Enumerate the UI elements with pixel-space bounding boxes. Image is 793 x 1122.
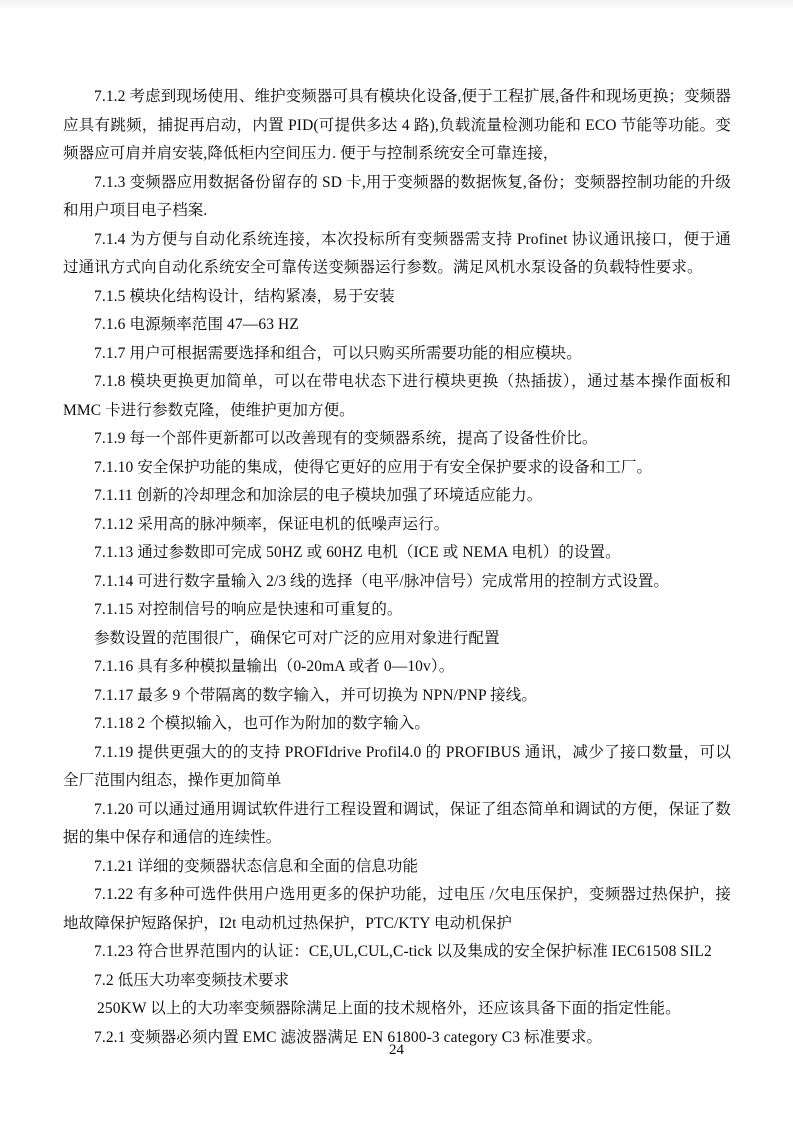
paragraph-7-1-18: 7.1.18 2 个模拟输入，也可作为附加的数字输入。 — [94, 715, 430, 732]
document-body — [63, 83, 731, 1052]
paragraph-7-2-1: 7.2.1 变频器必须内置 EMC 滤波器满足 EN 61800-3 category C3 标准要求。 — [94, 1028, 603, 1046]
paragraph-parameter-note: 参数设置的范围很广，确保它可对广泛的应用对象进行配置 — [94, 629, 500, 647]
paragraph-7-1-3: 7.1.3 变频器应用数据备份留存的 SD 卡,用于变频器的数据恢复,备份；变频器控制功能的升级和用户项目电子档案. — [63, 173, 731, 219]
paragraph-7-1-2: 7.1.2 考虑到现场使用、维护变频器可具有模块化设备,便于工程扩展,备件和现场更换；变频器应具有跳频，捕捉再启动，内置 PID(可提供多达 4 路),负载流量检测功能和 ECO 节能等功能。变频器应可肩并肩安装,降低柜内空间压力. 便于与控制系统安全可靠连接， — [63, 88, 731, 162]
paragraph-7-1-10: 7.1.10 安全保护功能的集成，使得它更好的应用于有安全保护要求的设备和工厂。 — [94, 458, 653, 476]
page-number: 24 — [389, 1042, 404, 1058]
paragraph-7-1-21: 7.1.21 详细的变频器状态信息和全面的信息功能 — [94, 857, 419, 875]
heading-7-2: 7.2 低压大功率变频技术要求 — [94, 971, 290, 989]
paragraph-7-1-23: 7.1.23 符合世界范围内的认证：CE,UL,CUL,C-tick 以及集成的安全保护标准 IEC61508 SIL2 — [94, 943, 712, 960]
paragraph-7-1-16: 7.1.16 具有多种模拟量输出（0-20mA 或者 0—10v）。 — [94, 658, 455, 675]
paragraph-7-1-13: 7.1.13 通过参数即可完成 50HZ 或 60HZ 电机（ICE 或 NEMA 电机）的设置。 — [94, 544, 621, 561]
paragraph-7-1-8: 7.1.8 模块更换更加简单，可以在带电状态下进行模块更换（热插拔），通过基本操作面板和 MMC 卡进行参数克隆，使维护更加方便。 — [63, 373, 731, 419]
paragraph-7-1-22: 7.1.22 有多种可选件供用户选用更多的保护功能，过电压 /欠电压保护，变频器过热保护，接地故障保护短路保护，I2t 电动机过热保护，PTC/KTY 电动机保护 — [63, 886, 731, 932]
page-top-edge-shadow — [0, 0, 793, 10]
paragraph-7-1-14: 7.1.14 可进行数字量输入 2/3 线的选择（电平/脉冲信号）完成常用的控制方式设置。 — [94, 572, 669, 590]
paragraph-7-1-4: 7.1.4 为方便与自动化系统连接，本次投标所有变频器需支持 Profinet 协议通讯接口，便于通过通讯方式向自动化系统安全可靠传送变频器运行参数。满足风机水泵设备的负载特性要求。 — [63, 230, 731, 276]
paragraph-7-1-7: 7.1.7 用户可根据需要选择和组合，可以只购买所需要功能的相应模块。 — [94, 344, 582, 362]
paragraph-7-1-12: 7.1.12 采用高的脉冲频率，保证电机的低噪声运行。 — [94, 515, 450, 533]
paragraph-7-1-15: 7.1.15 对控制信号的响应是快速和可重复的。 — [94, 601, 403, 618]
paragraph-7-1-19: 7.1.19 提供更强大的的支持 PROFIdrive Profil4.0 的 PROFIBUS 通讯，减少了接口数量，可以全厂范围内组态，操作更加简单 — [63, 743, 731, 789]
paragraph-7-1-9: 7.1.9 每一个部件更新都可以改善现有的变频器系统，提高了设备性价比。 — [94, 430, 598, 447]
paragraph-7-1-5: 7.1.5 模块化结构设计，结构紧凑，易于安装 — [94, 287, 395, 305]
paragraph-7-2-intro: 250KW 以上的大功率变频器除满足上面的技术规格外，还应该具备下面的指定性能。 — [97, 1000, 681, 1017]
paragraph-7-1-11: 7.1.11 创新的冷却理念和加涂层的电子模块加强了环境适应能力。 — [94, 487, 543, 504]
paragraph-7-1-6: 7.1.6 电源频率范围 47—63 HZ — [94, 316, 299, 333]
paragraph-7-1-20: 7.1.20 可以通过通用调试软件进行工程设置和调试，保证了组态简单和调试的方便，保证了数据的集中保存和通信的连续性。 — [63, 800, 731, 846]
paragraph-7-1-17: 7.1.17 最多 9 个带隔离的数字输入，并可切换为 NPN/PNP 接线。 — [94, 686, 537, 704]
